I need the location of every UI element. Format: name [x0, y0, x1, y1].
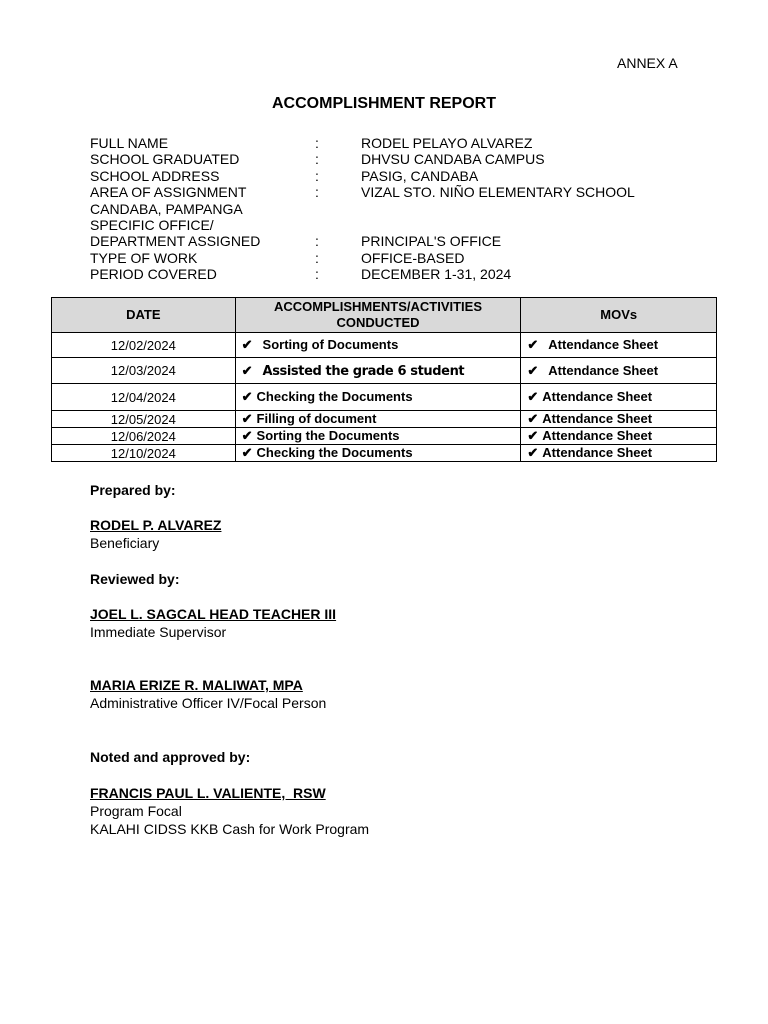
row-date: 12/04/2024	[52, 384, 236, 411]
reviewer2-role: Administrative Officer IV/Focal Person	[90, 695, 327, 711]
approver-name-text: FRANCIS PAUL L. VALIENTE, RSW	[90, 785, 326, 801]
row-date: 12/06/2024	[52, 428, 236, 445]
check-icon: ✔	[241, 337, 253, 352]
mov-text: Attendance Sheet	[542, 411, 653, 426]
table-row	[52, 384, 717, 411]
reviewer1-name-text: JOEL L. SAGCAL HEAD TEACHER III	[90, 606, 337, 622]
info-value: DHVSU CANDABA CAMPUS	[361, 151, 545, 168]
reviewer2-name	[90, 677, 303, 695]
info-label: FULL NAME	[90, 135, 169, 151]
info-value: RODEL PELAYO ALVAREZ	[361, 135, 533, 151]
activity-text: Checking the Documents	[256, 445, 413, 460]
info-colon: :	[315, 151, 319, 168]
prepared-name-text: RODEL P. ALVAREZ	[90, 517, 222, 533]
info-colon: :	[315, 266, 319, 283]
mov-text: Attendance Sheet	[548, 362, 659, 378]
row-date: 12/10/2024	[52, 445, 236, 462]
header-activities: ACCOMPLISHMENTS/ACTIVITIES CONDUCTED	[235, 298, 521, 333]
approver-role: Program Focal	[90, 803, 182, 819]
row-activity	[235, 411, 521, 428]
check-icon: ✔	[527, 389, 539, 404]
noted-label: Noted and approved by:	[90, 749, 251, 765]
row-date: 12/03/2024	[52, 358, 236, 384]
row-mov	[521, 445, 717, 462]
activity-text: Assisted the grade 6 student	[262, 363, 465, 379]
reviewer1-name	[90, 606, 336, 624]
check-icon: ✔	[527, 428, 539, 443]
prepared-name	[90, 517, 221, 535]
check-icon: ✔	[241, 428, 253, 443]
table-row	[52, 411, 717, 428]
info-value: VIZAL STO. NIÑO ELEMENTARY SCHOOL	[361, 184, 635, 201]
row-date: 12/02/2024	[52, 333, 236, 358]
check-icon: ✔	[527, 337, 539, 352]
mov-text: Attendance Sheet	[542, 389, 653, 404]
header-date: DATE	[52, 298, 236, 333]
check-icon: ✔	[241, 362, 253, 378]
mov-text: Attendance Sheet	[542, 428, 653, 443]
activity-text: Sorting the Documents	[256, 428, 400, 443]
row-activity	[235, 428, 521, 445]
info-label: DEPARTMENT ASSIGNED	[90, 233, 261, 250]
row-activity	[235, 333, 521, 358]
info-label: TYPE OF WORK	[90, 249, 198, 266]
info-colon: :	[315, 249, 319, 266]
check-icon: ✔	[241, 445, 253, 460]
row-mov	[521, 411, 717, 428]
report-title: ACCOMPLISHMENT REPORT	[272, 95, 496, 112]
info-value: OFFICE-BASED	[361, 249, 465, 266]
info-value: DECEMBER 1-31, 2024	[361, 266, 512, 283]
info-value: PASIG, CANDABA	[361, 167, 479, 184]
info-label: AREA OF ASSIGNMENT	[90, 184, 247, 201]
info-colon: :	[315, 184, 319, 201]
check-icon: ✔	[527, 362, 539, 378]
check-icon: ✔	[527, 445, 539, 460]
mov-text: Attendance Sheet	[542, 445, 653, 460]
annex-label: ANNEX A	[617, 55, 678, 71]
row-mov	[521, 428, 717, 445]
check-icon: ✔	[527, 411, 539, 426]
table-header-row	[52, 298, 717, 333]
row-activity	[235, 445, 521, 462]
row-mov	[521, 333, 717, 358]
table-row	[52, 428, 717, 445]
reviewed-by-label: Reviewed by:	[90, 571, 180, 587]
info-colon: :	[315, 233, 319, 250]
activity-text: Sorting of Documents	[262, 337, 399, 352]
info-colon: :	[315, 135, 319, 151]
info-label: SCHOOL ADDRESS	[90, 167, 220, 184]
activity-text: Checking the Documents	[256, 389, 413, 404]
row-activity	[235, 384, 521, 411]
row-activity	[235, 358, 521, 384]
check-icon: ✔	[241, 389, 253, 404]
row-date: 12/05/2024	[52, 411, 236, 428]
header-movs: MOVs	[521, 298, 717, 333]
table-row	[52, 358, 717, 384]
info-value: PRINCIPAL'S OFFICE	[361, 233, 502, 250]
approver-program: KALAHI CIDSS KKB Cash for Work Program	[90, 821, 370, 837]
table-row	[52, 333, 717, 358]
row-mov	[521, 358, 717, 384]
mov-text: Attendance Sheet	[548, 337, 659, 352]
prepared-by-label: Prepared by:	[90, 482, 176, 498]
info-label: CANDABA, PAMPANGA	[90, 200, 243, 217]
info-label: SPECIFIC OFFICE/	[90, 216, 214, 233]
prepared-role: Beneficiary	[90, 535, 160, 551]
check-icon: ✔	[241, 411, 253, 426]
activity-text: Filling of document	[256, 411, 377, 426]
reviewer2-name-text: MARIA ERIZE R. MALIWAT, MPA	[90, 677, 303, 693]
accomplishment-table	[51, 297, 717, 462]
table-row	[52, 445, 717, 462]
info-label: PERIOD COVERED	[90, 266, 217, 283]
row-mov	[521, 384, 717, 411]
info-colon: :	[315, 167, 319, 184]
reviewer1-role: Immediate Supervisor	[90, 624, 227, 640]
info-label: SCHOOL GRADUATED	[90, 151, 240, 168]
approver-name	[90, 785, 326, 803]
